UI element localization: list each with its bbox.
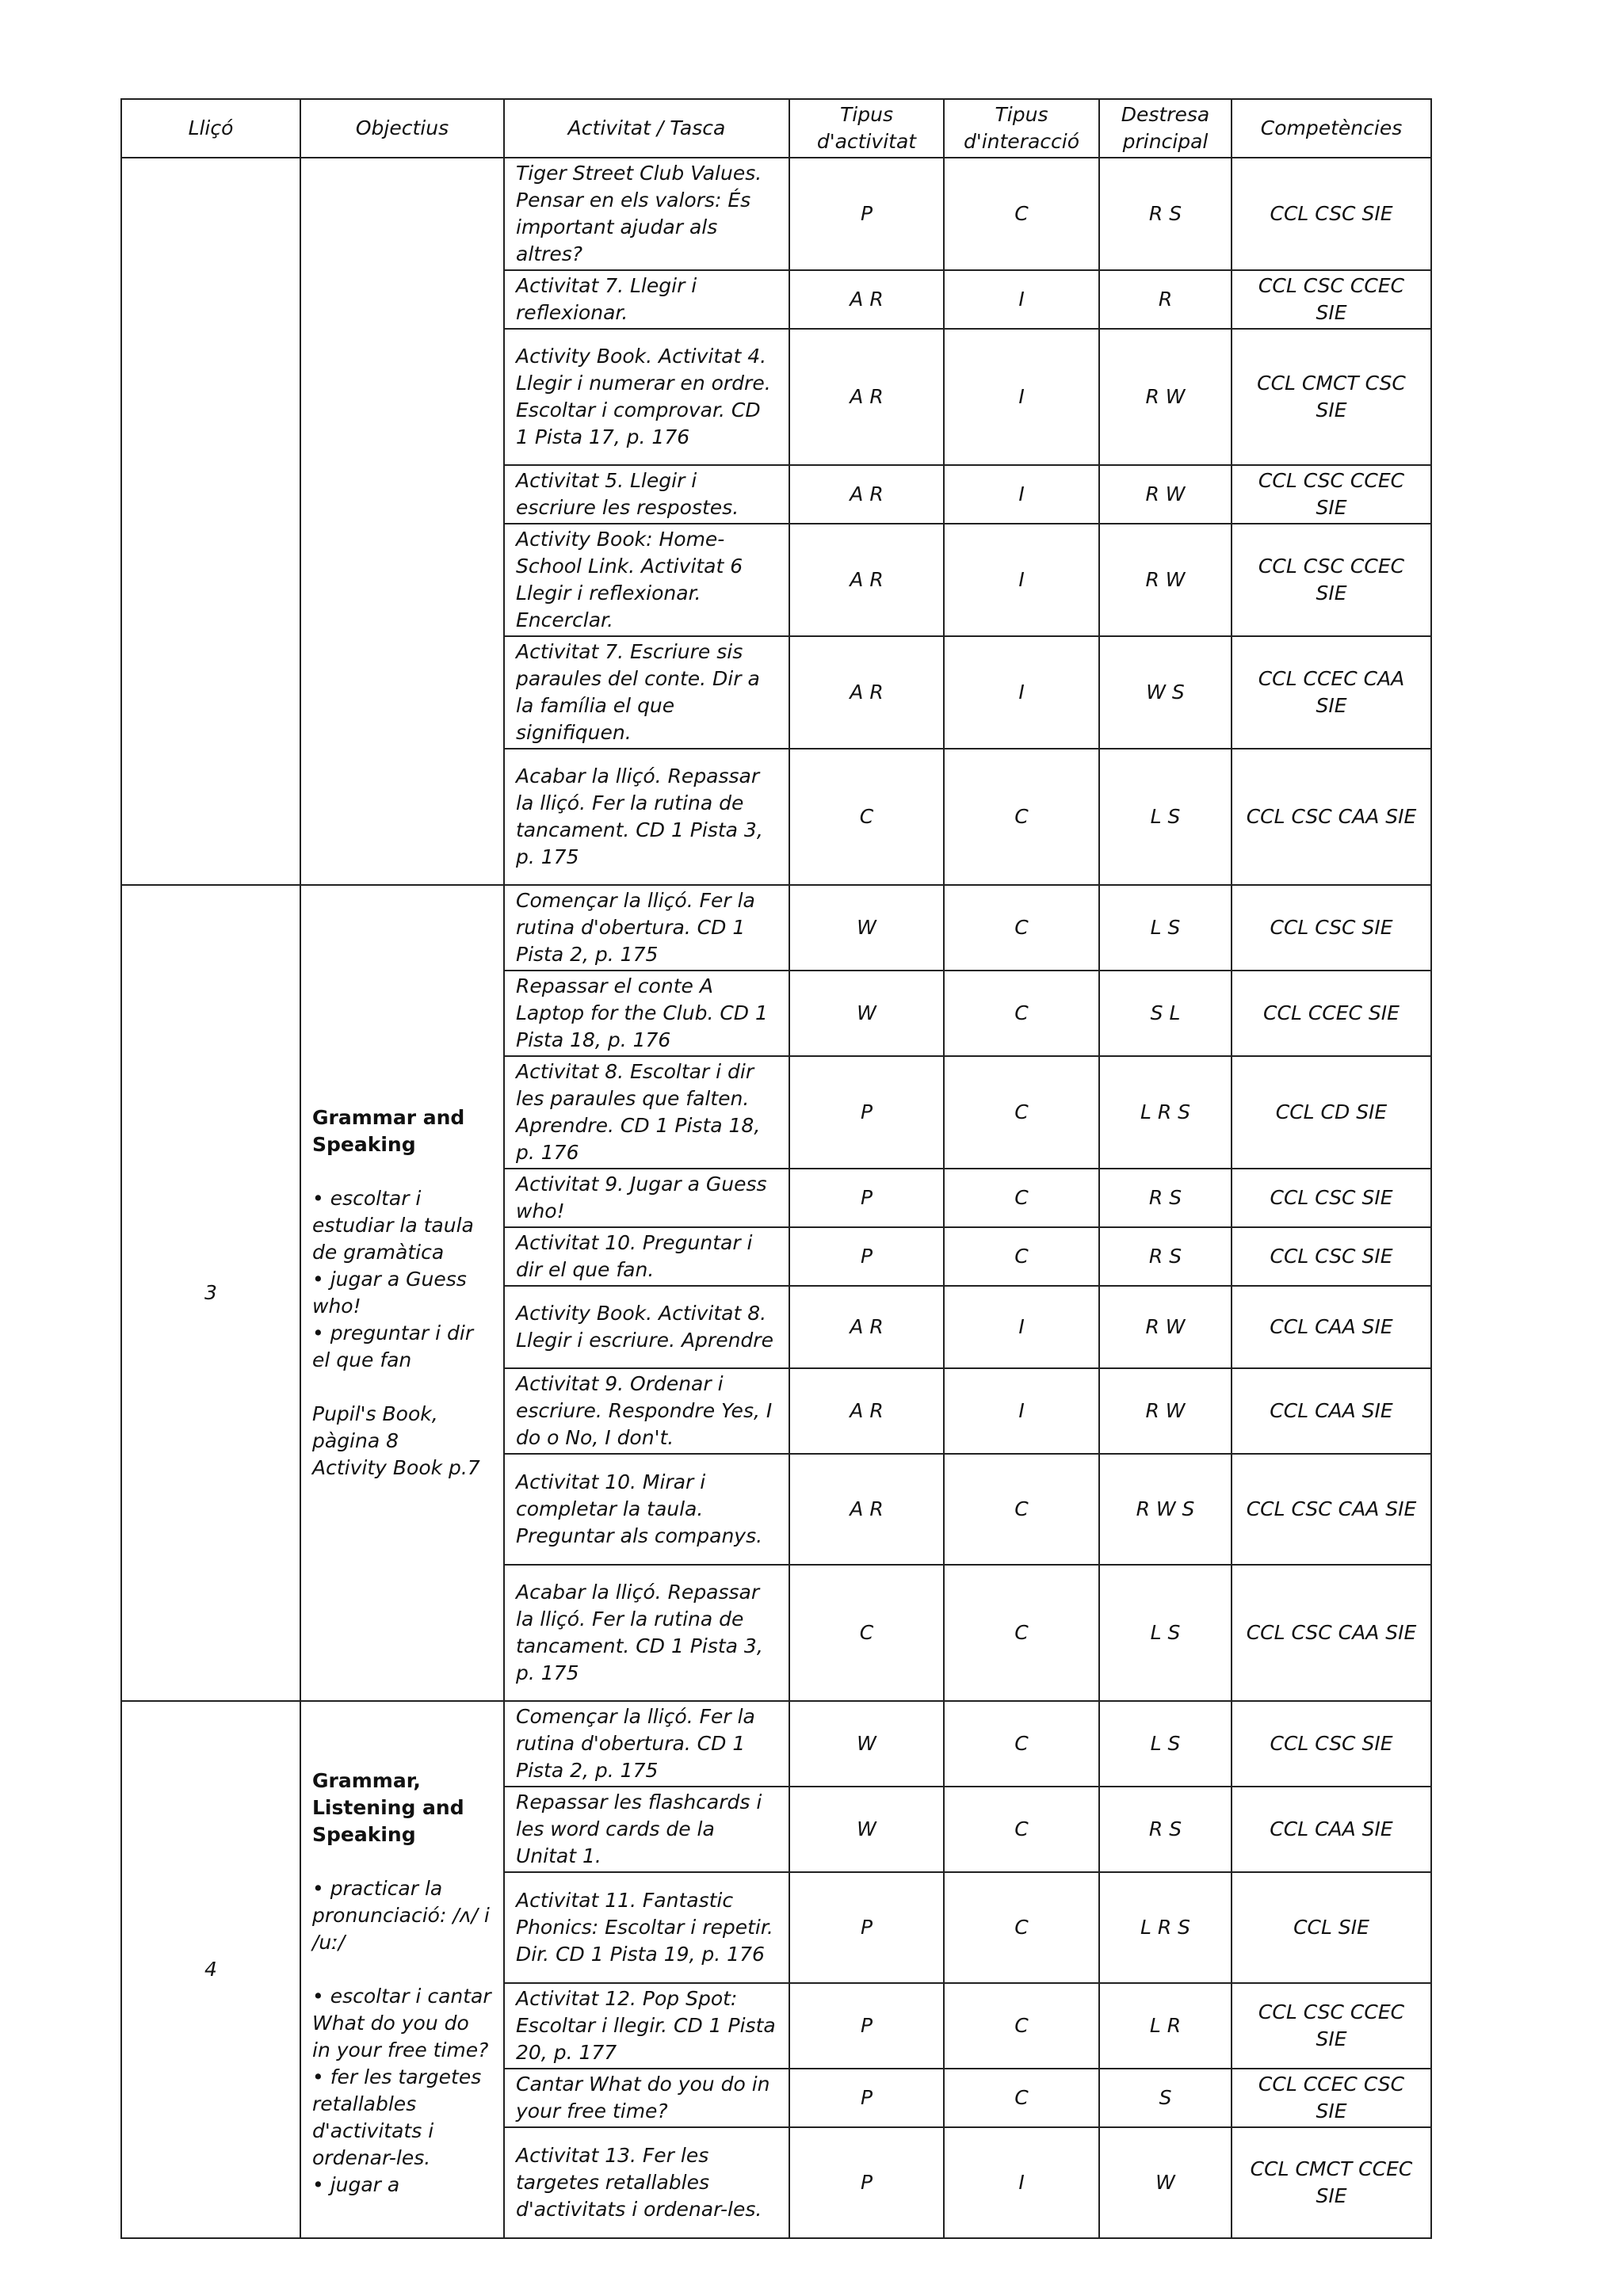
header-interaction-type: Tipus d'interacció — [944, 99, 1099, 158]
interaction-cell: C — [944, 1565, 1099, 1701]
objective-item: • practicar la pronunciació: /ʌ/ i /uː/ — [312, 1877, 490, 1954]
competences-cell: CCL CSC CAA SIE — [1232, 749, 1431, 885]
interaction-cell: I — [944, 1368, 1099, 1454]
header-main-skill: Destresa principal — [1099, 99, 1232, 158]
activity-type-cell: P — [789, 1056, 944, 1169]
interaction-cell: C — [944, 1454, 1099, 1565]
activity-cell: Activitat 10. Mirar i completar la taula. Preguntar als companys. — [504, 1454, 789, 1565]
objectives-cell — [300, 1701, 504, 2238]
table-row — [121, 1701, 1431, 1787]
activity-cell: Activitat 12. Pop Spot: Escoltar i llegir. CD 1 Pista 20, p. 177 — [504, 1983, 789, 2069]
objectives-cell — [300, 885, 504, 1701]
objectives-title: Grammar and Speaking — [312, 1106, 465, 1156]
skill-cell: R W — [1099, 1368, 1232, 1454]
activity-cell: Activitat 10. Preguntar i dir el que fan. — [504, 1227, 789, 1286]
interaction-cell: C — [944, 1227, 1099, 1286]
skill-cell: R S — [1099, 1227, 1232, 1286]
lesson-number — [121, 158, 300, 885]
header-lesson: Lliçó — [121, 99, 300, 158]
objective-item: • fer les targetes retallables d'activitats i ordenar-les. — [312, 2065, 482, 2169]
activity-cell: Començar la lliçó. Fer la rutina d'obertura. CD 1 Pista 2, p. 175 — [504, 885, 789, 971]
objective-item: • escoltar i estudiar la taula de gramàtica — [312, 1187, 474, 1264]
activity-type-cell: A R — [789, 1286, 944, 1368]
competences-cell: CCL CCEC CSC SIE — [1232, 2069, 1431, 2127]
activity-type-cell: C — [789, 749, 944, 885]
skill-cell: R S — [1099, 1787, 1232, 1872]
activity-cell: Activitat 8. Escoltar i dir les paraules que falten. Aprendre. CD 1 Pista 18, p. 176 — [504, 1056, 789, 1169]
interaction-cell: I — [944, 329, 1099, 465]
skill-cell: R W — [1099, 329, 1232, 465]
interaction-cell: I — [944, 465, 1099, 524]
activity-type-cell: A R — [789, 270, 944, 329]
activity-cell: Activitat 5. Llegir i escriure les respostes. — [504, 465, 789, 524]
activity-cell: Acabar la lliçó. Repassar la lliçó. Fer la rutina de tancament. CD 1 Pista 3, p. 175 — [504, 1565, 789, 1701]
skill-cell: L R — [1099, 1983, 1232, 2069]
interaction-cell: C — [944, 885, 1099, 971]
competences-cell: CCL CSC SIE — [1232, 158, 1431, 270]
competences-cell: CCL CSC SIE — [1232, 1227, 1431, 1286]
interaction-cell: C — [944, 749, 1099, 885]
table-row — [121, 158, 1431, 270]
header-activity: Activitat / Tasca — [504, 99, 789, 158]
competences-cell: CCL CD SIE — [1232, 1056, 1431, 1169]
interaction-cell: C — [944, 2069, 1099, 2127]
activity-cell: Acabar la lliçó. Repassar la lliçó. Fer la rutina de tancament. CD 1 Pista 3, p. 175 — [504, 749, 789, 885]
interaction-cell: I — [944, 636, 1099, 749]
skill-cell: S — [1099, 2069, 1232, 2127]
header-activity-type: Tipus d'activitat — [789, 99, 944, 158]
activity-cell: Començar la lliçó. Fer la rutina d'obertura. CD 1 Pista 2, p. 175 — [504, 1701, 789, 1787]
activity-cell: Activitat 9. Jugar a Guess who! — [504, 1169, 789, 1227]
header-objectives: Objectius — [300, 99, 504, 158]
header-row — [121, 99, 1431, 158]
activity-cell: Activity Book. Activitat 8. Llegir i escriure. Aprendre — [504, 1286, 789, 1368]
competences-cell: CCL CSC CAA SIE — [1232, 1454, 1431, 1565]
activity-type-cell: A R — [789, 465, 944, 524]
activity-type-cell: A R — [789, 636, 944, 749]
skill-cell: L S — [1099, 749, 1232, 885]
activity-cell: Repassar les flashcards i les word cards de la Unitat 1. — [504, 1787, 789, 1872]
objective-reference: Activity Book p.7 — [312, 1456, 480, 1479]
competences-cell: CCL CSC SIE — [1232, 1701, 1431, 1787]
activity-type-cell: W — [789, 1701, 944, 1787]
activity-type-cell: A R — [789, 1454, 944, 1565]
objective-item: • jugar a — [312, 2173, 400, 2196]
activity-type-cell: A R — [789, 524, 944, 636]
header-competences: Competències — [1232, 99, 1431, 158]
skill-cell: R W — [1099, 465, 1232, 524]
activity-type-cell: C — [789, 1565, 944, 1701]
interaction-cell: C — [944, 971, 1099, 1056]
activity-cell: Activitat 11. Fantastic Phonics: Escoltar i repetir. Dir. CD 1 Pista 19, p. 176 — [504, 1872, 789, 1983]
competences-cell: CCL SIE — [1232, 1872, 1431, 1983]
interaction-cell: C — [944, 1169, 1099, 1227]
competences-cell: CCL CAA SIE — [1232, 1368, 1431, 1454]
table-row — [121, 885, 1431, 971]
competences-cell: CCL CCEC CAA SIE — [1232, 636, 1431, 749]
interaction-cell: C — [944, 158, 1099, 270]
interaction-cell: C — [944, 1701, 1099, 1787]
activity-type-cell: W — [789, 1787, 944, 1872]
activity-cell: Activity Book: Home-School Link. Activitat 6 Llegir i reflexionar. Encerclar. — [504, 524, 789, 636]
interaction-cell: I — [944, 1286, 1099, 1368]
competences-cell: CCL CCEC SIE — [1232, 971, 1431, 1056]
activity-cell: Repassar el conte A Laptop for the Club. CD 1 Pista 18, p. 176 — [504, 971, 789, 1056]
objective-item: • escoltar i cantar What do you do in your free time? — [312, 1985, 491, 2061]
activity-type-cell: P — [789, 1227, 944, 1286]
objective-reference: Pupil's Book, pàgina 8 — [312, 1402, 438, 1452]
interaction-cell: I — [944, 270, 1099, 329]
activity-type-cell: P — [789, 2127, 944, 2238]
activity-type-cell: W — [789, 971, 944, 1056]
competences-cell: CCL CSC CCEC SIE — [1232, 270, 1431, 329]
activity-type-cell: A R — [789, 329, 944, 465]
competences-cell: CCL CSC CCEC SIE — [1232, 1983, 1431, 2069]
skill-cell: W S — [1099, 636, 1232, 749]
skill-cell: R S — [1099, 1169, 1232, 1227]
competences-cell: CCL CSC CCEC SIE — [1232, 465, 1431, 524]
objective-item: • jugar a Guess who! — [312, 1268, 467, 1318]
activity-type-cell: P — [789, 2069, 944, 2127]
skill-cell: R W — [1099, 1286, 1232, 1368]
activity-cell: Activity Book. Activitat 4. Llegir i numerar en ordre. Escoltar i comprovar. CD 1 Pista 17, p. 176 — [504, 329, 789, 465]
interaction-cell: C — [944, 1787, 1099, 1872]
objectives-title: Grammar, Listening and Speaking — [312, 1769, 464, 1846]
activity-type-cell: P — [789, 158, 944, 270]
activity-type-cell: P — [789, 1983, 944, 2069]
skill-cell: S L — [1099, 971, 1232, 1056]
skill-cell: L R S — [1099, 1056, 1232, 1169]
activity-cell: Activitat 7. Llegir i reflexionar. — [504, 270, 789, 329]
competences-cell: CCL CSC SIE — [1232, 885, 1431, 971]
interaction-cell: I — [944, 524, 1099, 636]
lesson-plan-table — [120, 98, 1432, 2239]
competences-cell: CCL CSC CAA SIE — [1232, 1565, 1431, 1701]
competences-cell: CCL CAA SIE — [1232, 1286, 1431, 1368]
skill-cell: R W S — [1099, 1454, 1232, 1565]
skill-cell: R — [1099, 270, 1232, 329]
activity-type-cell: A R — [789, 1368, 944, 1454]
activity-cell: Tiger Street Club Values. Pensar en els valors: És important ajudar als altres? — [504, 158, 789, 270]
interaction-cell: C — [944, 1872, 1099, 1983]
skill-cell: L S — [1099, 885, 1232, 971]
interaction-cell: I — [944, 2127, 1099, 2238]
competences-cell: CCL CAA SIE — [1232, 1787, 1431, 1872]
activity-type-cell: W — [789, 885, 944, 971]
activity-cell: Activitat 7. Escriure sis paraules del conte. Dir a la família el que signifiquen. — [504, 636, 789, 749]
skill-cell: L S — [1099, 1565, 1232, 1701]
interaction-cell: C — [944, 1983, 1099, 2069]
lesson-number: 3 — [121, 885, 300, 1701]
competences-cell: CCL CMCT CCEC SIE — [1232, 2127, 1431, 2238]
competences-cell: CCL CSC CCEC SIE — [1232, 524, 1431, 636]
skill-cell: R S — [1099, 158, 1232, 270]
activity-cell: Cantar What do you do in your free time? — [504, 2069, 789, 2127]
interaction-cell: C — [944, 1056, 1099, 1169]
skill-cell: L R S — [1099, 1872, 1232, 1983]
skill-cell: W — [1099, 2127, 1232, 2238]
skill-cell: R W — [1099, 524, 1232, 636]
skill-cell: L S — [1099, 1701, 1232, 1787]
lesson-number: 4 — [121, 1701, 300, 2238]
activity-cell: Activitat 9. Ordenar i escriure. Respondre Yes, I do o No, I don't. — [504, 1368, 789, 1454]
objective-item: • preguntar i dir el que fan — [312, 1322, 474, 1371]
objectives-cell — [300, 158, 504, 885]
activity-type-cell: P — [789, 1169, 944, 1227]
activity-type-cell: P — [789, 1872, 944, 1983]
activity-cell: Activitat 13. Fer les targetes retallables d'activitats i ordenar-les. — [504, 2127, 789, 2238]
competences-cell: CCL CMCT CSC SIE — [1232, 329, 1431, 465]
competences-cell: CCL CSC SIE — [1232, 1169, 1431, 1227]
